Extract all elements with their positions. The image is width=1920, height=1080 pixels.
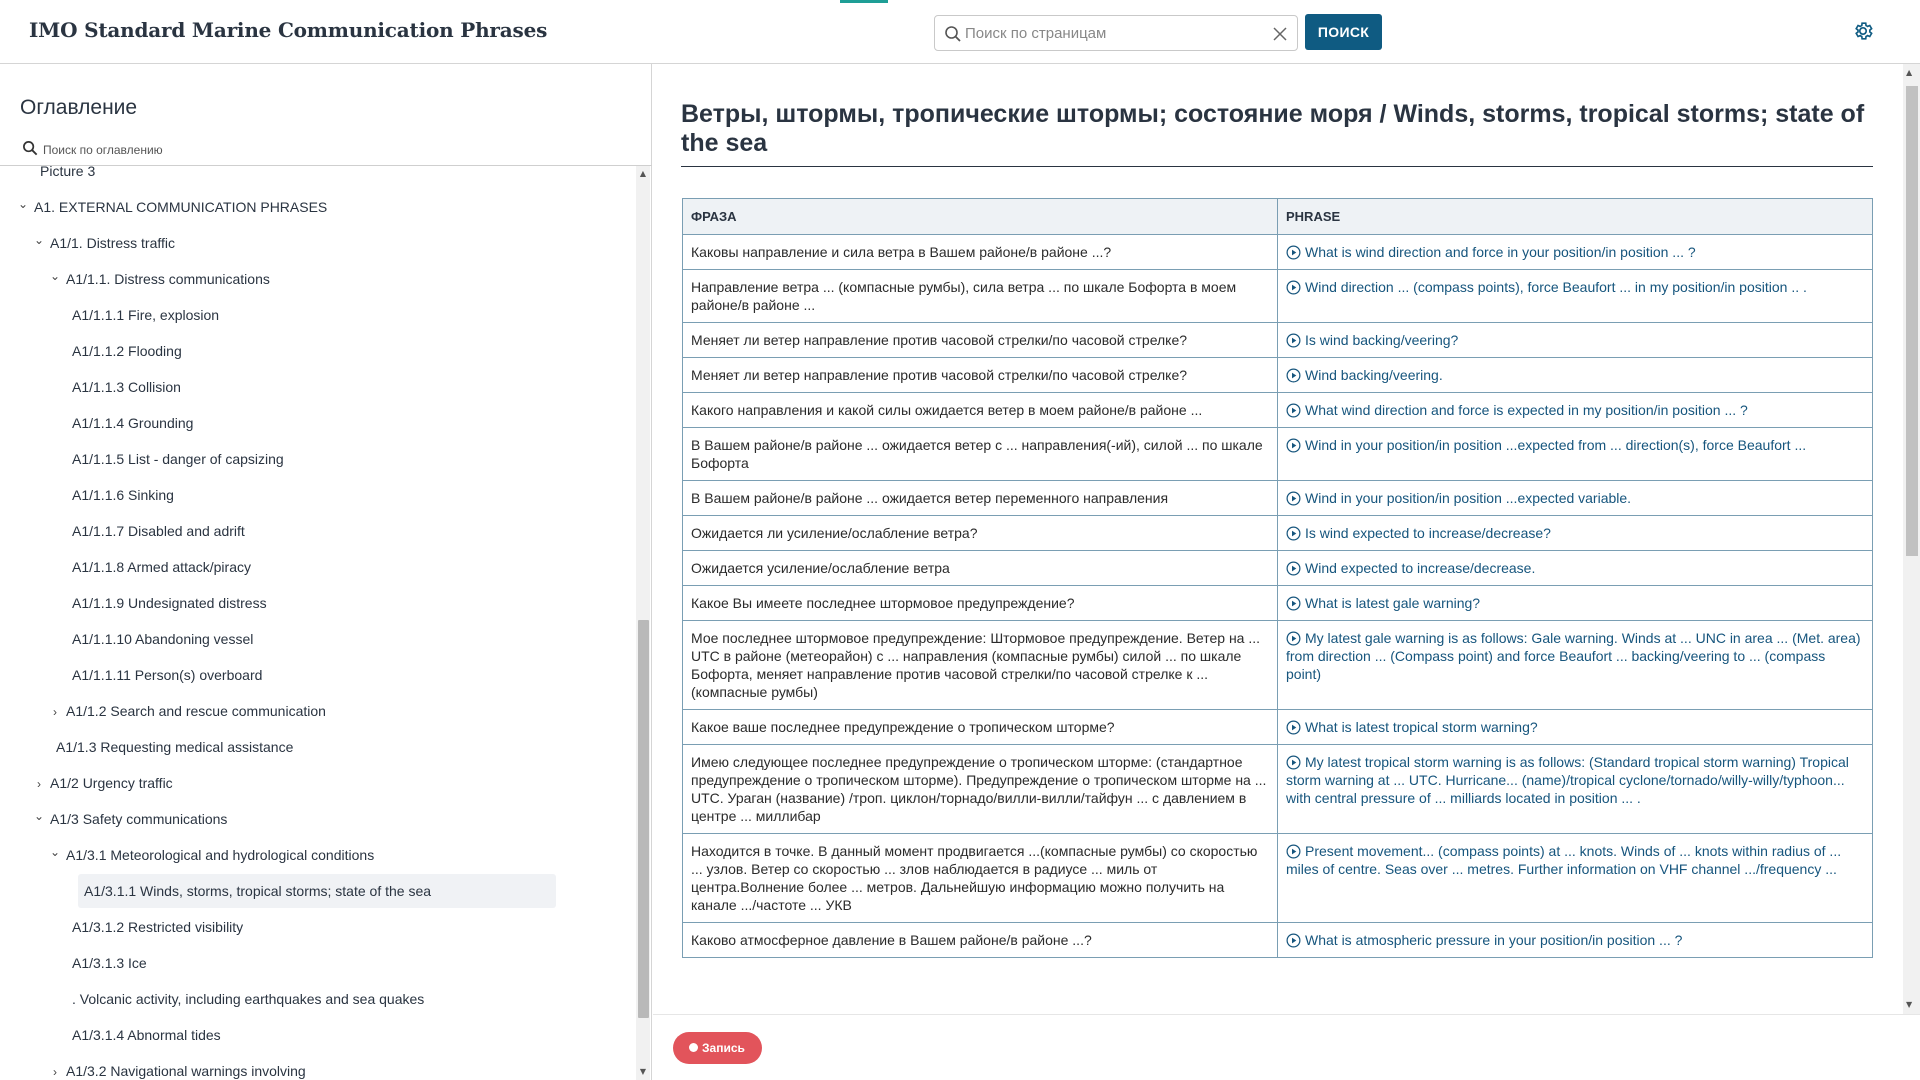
phrase-en-text: Wind in your position/in position ...expected variable. — [1305, 490, 1632, 506]
title-rule — [681, 166, 1873, 167]
clear-icon[interactable] — [1271, 25, 1289, 43]
play-audio-icon[interactable] — [1286, 438, 1301, 453]
toc-item-label: A1. EXTERNAL COMMUNICATION PHRASES — [34, 199, 328, 215]
toc-item-label: A1/3.1.3 Ice — [72, 955, 147, 971]
phrase-en-cell[interactable] — [1278, 516, 1873, 551]
chevron-right-icon[interactable]: › — [53, 705, 57, 719]
toc-item-label: A1/1.1.11 Person(s) overboard — [72, 667, 263, 683]
toc-list — [0, 166, 634, 1080]
toc-item[interactable] — [48, 1054, 306, 1080]
toc-item[interactable] — [72, 478, 174, 512]
toc-item-label: A1/1.1.5 List - danger of capsizing — [72, 451, 284, 467]
toc-item-label: A1/3.1.4 Abnormal tides — [72, 1027, 221, 1043]
toc-scroll-thumb[interactable] — [638, 620, 649, 1018]
toc-item[interactable] — [72, 442, 284, 476]
phrase-ru-cell: Ожидается ли усиление/ослабление ветра? — [683, 516, 1278, 551]
top-header — [0, 0, 1920, 64]
scroll-up-arrow-icon[interactable]: ▲ — [639, 169, 647, 178]
record-button[interactable] — [673, 1032, 762, 1064]
toc-item[interactable] — [32, 226, 175, 260]
toc-item[interactable] — [72, 1018, 221, 1052]
toc-item[interactable] — [72, 910, 243, 944]
phrase-en-text: Present movement... (compass points) at ... knots. Winds of ... knots within radius of ... miles of centre. Seas over ... metres. Further information on VHF channel .../frequency ... — [1286, 843, 1842, 877]
phrase-en-text: Wind in your position/in position ...expected from ... direction(s), force Beaufort ... — [1305, 437, 1807, 453]
play-audio-icon[interactable] — [1286, 526, 1301, 541]
app-title: IMO Standard Marine Communication Phrases — [29, 18, 548, 42]
play-audio-icon[interactable] — [1286, 333, 1301, 348]
phrase-en-cell[interactable] — [1278, 621, 1873, 710]
page-search-box[interactable] — [934, 15, 1298, 51]
phrase-ru-cell: В Вашем районе/в районе ... ожидается ветер с ... направления(-ий), силой ... по шкале Бофорта — [683, 428, 1278, 481]
toc-item[interactable] — [72, 586, 267, 620]
phrase-en-cell[interactable] — [1278, 586, 1873, 621]
toc-item[interactable] — [72, 982, 424, 1016]
play-audio-icon[interactable] — [1286, 368, 1301, 383]
page-search-input[interactable] — [965, 22, 1261, 44]
record-dot-icon — [689, 1043, 698, 1052]
toc-item-label: A1/2 Urgency traffic — [50, 775, 173, 791]
phrase-ru-cell: Мое последнее штормовое предупреждение: Штормовое предупреждение. Ветер на ... UTC в районе (метеорайон) с ... направления (компасные румбы) силой ... по шкале Бофорта, меняет направление против часовой стрелки/по часовой стрелке к ... (компасные румбы) — [683, 621, 1278, 710]
search-button[interactable]: ПОИСК — [1305, 14, 1382, 50]
table-row — [683, 586, 1873, 621]
play-audio-icon[interactable] — [1286, 631, 1301, 646]
table-row — [683, 621, 1873, 710]
phrase-en-cell[interactable] — [1278, 235, 1873, 270]
table-row — [683, 270, 1873, 323]
gear-icon[interactable] — [1852, 20, 1874, 42]
table-row — [683, 923, 1873, 958]
footer-bar — [653, 1014, 1920, 1080]
toc-item-label: A1/3 Safety communications — [50, 811, 228, 827]
toc-item-label: A1/1.2 Search and rescue communication — [66, 703, 326, 719]
scroll-down-arrow-icon[interactable]: ▼ — [639, 1067, 647, 1076]
toc-item[interactable] — [72, 370, 181, 404]
toc-title: Оглавление — [20, 96, 138, 119]
toc-item-label: Picture 3 — [40, 166, 96, 179]
toc-search-input[interactable] — [43, 140, 623, 160]
play-audio-icon[interactable] — [1286, 245, 1301, 260]
toc-item[interactable] — [72, 406, 193, 440]
table-row — [683, 323, 1873, 358]
toc-item-label: A1/1.1.10 Abandoning vessel — [72, 631, 254, 647]
play-audio-icon[interactable] — [1286, 844, 1301, 859]
toc-item[interactable] — [72, 298, 219, 332]
table-row — [683, 481, 1873, 516]
phrase-en-cell[interactable] — [1278, 923, 1873, 958]
table-row — [683, 745, 1873, 834]
toc-item[interactable] — [78, 874, 556, 908]
phrase-en-cell[interactable] — [1278, 834, 1873, 923]
phrase-ru-cell: Каковы направление и сила ветра в Вашем районе/в районе ...? — [683, 235, 1278, 270]
phrase-en-text: Is wind backing/veering? — [1305, 332, 1459, 348]
toc-item-label: A1/3.1.1 Winds, storms, tropical storms; state of the sea — [84, 883, 432, 899]
chevron-down-icon[interactable]: ⌄ — [33, 233, 45, 247]
phrase-ru-cell: Каково атмосферное давление в Вашем районе/в районе ...? — [683, 923, 1278, 958]
phrase-en-text: What is latest gale warning? — [1305, 595, 1481, 611]
table-row — [683, 393, 1873, 428]
chevron-down-icon[interactable]: ⌄ — [49, 269, 61, 283]
phrase-ru-cell: В Вашем районе/в районе ... ожидается ветер переменного направления — [683, 481, 1278, 516]
phrase-en-text: My latest tropical storm warning is as follows: (Standard tropical storm warning) Tropical storm warning at ... UTC. Hurricane... (name)/tropical cyclone/tornado/willy-willy/typhoon... with central pressure of ... milliards located in position ... . — [1286, 754, 1849, 806]
toc-item-label: A1/1.1.2 Flooding — [72, 343, 182, 359]
chevron-down-icon[interactable]: ⌄ — [33, 809, 45, 823]
main-scroll-thumb[interactable] — [1906, 86, 1918, 556]
toc-item-label: A1/1.1.4 Grounding — [72, 415, 194, 431]
toc-item-label: A1/1.1.3 Collision — [72, 379, 181, 395]
phrase-en-cell[interactable] — [1278, 428, 1873, 481]
phrase-ru-cell: Какого направления и какой силы ожидается ветер в моем районе/в районе ... — [683, 393, 1278, 428]
toc-item[interactable] — [72, 622, 253, 656]
table-row — [683, 358, 1873, 393]
phrase-en-text: Wind backing/veering. — [1305, 367, 1443, 383]
tab-indicator — [840, 0, 888, 3]
toc-item[interactable] — [48, 694, 326, 728]
play-audio-icon[interactable] — [1286, 561, 1301, 576]
phrase-ru-cell: Какое Вы имеете последнее штормовое предупреждение? — [683, 586, 1278, 621]
toc-item[interactable] — [32, 766, 173, 800]
chevron-right-icon[interactable]: › — [53, 1065, 57, 1079]
scroll-down-arrow-icon[interactable]: ▼ — [1906, 1000, 1913, 1009]
phrase-en-cell[interactable] — [1278, 323, 1873, 358]
table-row — [683, 710, 1873, 745]
phrase-en-cell[interactable] — [1278, 393, 1873, 428]
toc-item-label: A1/3.1 Meteorological and hydrological conditions — [66, 847, 375, 863]
scroll-up-arrow-icon[interactable]: ▲ — [1906, 68, 1913, 77]
column-header-ru: ФРАЗА — [683, 199, 1278, 235]
toc-item-label: . Volcanic activity, including earthquakes and sea quakes — [72, 991, 425, 1007]
phrase-ru-cell: Меняет ли ветер направление против часовой стрелки/по часовой стрелке? — [683, 323, 1278, 358]
play-audio-icon[interactable] — [1286, 755, 1301, 770]
toc-item-label: A1/3.2 Navigational warnings involving — [66, 1063, 306, 1079]
toc-item-label: A1/1.1.6 Sinking — [72, 487, 174, 503]
column-header-en: PHRASE — [1278, 199, 1873, 235]
phrase-en-cell[interactable] — [1278, 481, 1873, 516]
chevron-down-icon[interactable]: ⌄ — [49, 845, 61, 859]
toc-search-box[interactable] — [20, 138, 640, 160]
toc-item-label: A1/1.1.8 Armed attack/piracy — [72, 559, 251, 575]
toc-item[interactable] — [72, 550, 251, 584]
phrase-table — [682, 198, 1873, 958]
toc-item[interactable] — [48, 262, 270, 296]
toc-item[interactable] — [32, 802, 227, 836]
toc-item-label: A1/1.3 Requesting medical assistance — [56, 739, 294, 755]
toc-item-label: A1/1.1.9 Undesignated distress — [72, 595, 267, 611]
phrase-ru-cell: Меняет ли ветер направление против часовой стрелки/по часовой стрелке? — [683, 358, 1278, 393]
phrase-ru-cell: Ожидается усиление/ослабление ветра — [683, 551, 1278, 586]
phrase-ru-cell: Какое ваше последнее предупреждение о тропическом шторме? — [683, 710, 1278, 745]
toc-item[interactable] — [16, 190, 327, 224]
play-audio-icon[interactable] — [1286, 403, 1301, 418]
table-row — [683, 551, 1873, 586]
play-audio-icon[interactable] — [1286, 280, 1301, 295]
toc-item-label: A1/1.1.7 Disabled and adrift — [72, 523, 245, 539]
search-icon — [944, 25, 962, 43]
play-audio-icon[interactable] — [1286, 933, 1301, 948]
phrase-en-text: Wind expected to increase/decrease. — [1305, 560, 1536, 576]
table-header-row — [683, 199, 1873, 235]
toc-item[interactable] — [48, 838, 374, 872]
phrase-ru-cell: Находится в точке. В данный момент продвигается ...(компасные румбы) со скоростью ... узлов. Ветер со скоростью ... злов наблюдается в радиусе ... миль от центра.Волнение более ... метров. Дальнейшую информацию можно получить на канале .../частоте ... УКВ — [683, 834, 1278, 923]
toc-item[interactable] — [72, 658, 262, 692]
search-icon — [22, 140, 39, 157]
record-button-label: Запись — [702, 1041, 745, 1055]
play-audio-icon[interactable] — [1286, 720, 1301, 735]
play-audio-icon[interactable] — [1286, 491, 1301, 506]
phrase-en-cell[interactable] — [1278, 358, 1873, 393]
chevron-right-icon[interactable]: › — [37, 777, 41, 791]
toc-item-label: A1/1.1.1 Fire, explosion — [72, 307, 220, 323]
phrase-ru-cell: Направление ветра ... (компасные румбы), сила ветра ... по шкале Бофорта в моем районе/в районе ... — [683, 270, 1278, 323]
phrase-en-cell[interactable] — [1278, 710, 1873, 745]
phrase-en-text: Is wind expected to increase/decrease? — [1305, 525, 1551, 541]
phrase-en-text: Wind direction ... (compass points), force Beaufort ... in my position/in position .. . — [1305, 279, 1807, 295]
toc-item[interactable] — [72, 514, 245, 548]
main-content — [653, 64, 1920, 1014]
phrase-en-text: My latest gale warning is as follows: Gale warning. Winds at ... UNC in area ... (Met. area) from direction ... (Compass point) and force Beaufort ... backing/veering to ... (compass point) — [1286, 630, 1861, 682]
toc-item[interactable] — [72, 946, 147, 980]
table-row — [683, 516, 1873, 551]
toc-item-label: A1/3.1.2 Restricted visibility — [72, 919, 244, 935]
table-row — [683, 235, 1873, 270]
phrase-en-cell[interactable] — [1278, 270, 1873, 323]
table-row — [683, 428, 1873, 481]
phrase-en-text: What is wind direction and force in your position/in position ... ? — [1305, 244, 1696, 260]
page-title: Ветры, штормы, тропические штормы; состояние моря / Winds, storms, tropical storms; state of the sea — [681, 100, 1865, 157]
phrase-ru-cell: Имею следующее последнее предупреждение о тропическом шторме: (стандартное предупреждение о тропическом шторме). Предупреждение о тропическом шторме на ... UTC. Ураган (название) /троп. циклон/торнадо/вилли-вилли/тайфун ... с давлением в центре ... миллибар — [683, 745, 1278, 834]
toc-item[interactable] — [72, 334, 182, 368]
phrase-en-text: What wind direction and force is expected in my position/in position ... ? — [1305, 402, 1748, 418]
chevron-down-icon[interactable]: ⌄ — [17, 197, 29, 211]
toc-sidebar — [0, 64, 652, 1080]
phrase-en-text: What is latest tropical storm warning? — [1305, 719, 1538, 735]
phrase-en-cell[interactable] — [1278, 551, 1873, 586]
table-row — [683, 834, 1873, 923]
toc-item-label: A1/1.1. Distress communications — [66, 271, 270, 287]
phrase-en-text: What is atmospheric pressure in your position/in position ... ? — [1305, 932, 1683, 948]
toc-item[interactable] — [40, 166, 95, 188]
phrase-en-cell[interactable] — [1278, 745, 1873, 834]
toc-item-label: A1/1. Distress traffic — [50, 235, 176, 251]
toc-item[interactable] — [56, 730, 293, 764]
play-audio-icon[interactable] — [1286, 596, 1301, 611]
